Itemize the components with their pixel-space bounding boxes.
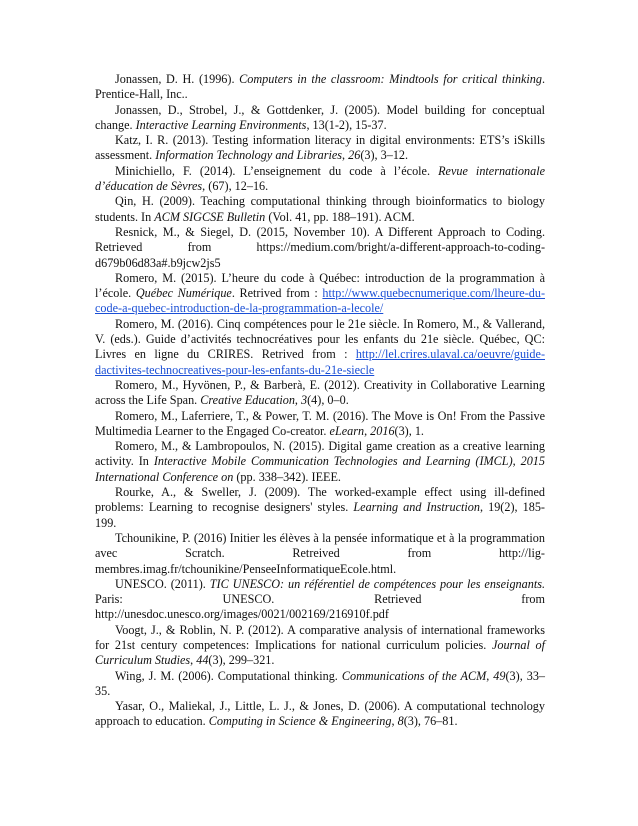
reference-entry xyxy=(95,271,545,317)
reference-source: Creative Education xyxy=(200,393,295,408)
reference-source: Journal of Curriculum Studies xyxy=(95,637,545,668)
reference-volume: 26 xyxy=(348,148,361,163)
reference-source: Québec Numérique xyxy=(135,286,232,301)
reference-pages: (3), 3–12. xyxy=(360,148,409,163)
reference-authors-title: Yasar, O., Maliekal, J., Little, L. J., & Jones, D. (2006). A computational technology approach to education. xyxy=(95,699,545,729)
reference-link[interactable]: http://www.quebecnumerique.com/lheure-du-code-a-quebec-introduction-de-la-programmation-a-lecole/ xyxy=(95,286,545,316)
reference-entry xyxy=(95,103,545,134)
reference-pages: (4), 0–0. xyxy=(307,393,349,408)
reference-entry xyxy=(95,164,545,195)
reference-publisher: . Prentice-Hall, Inc.. xyxy=(95,72,545,102)
reference-entry xyxy=(95,485,545,531)
reference-source: Revue internationale d’éducation de Sèvres xyxy=(95,163,545,194)
reference-pages: (3), 33–35. xyxy=(95,668,546,698)
reference-authors-title: Romero, M. (2015). L’heure du code à Québec: introduction de la programmation à l’école. xyxy=(95,270,545,301)
reference-title: TIC UNESCO: un référentiel de compétences pour les enseignants. xyxy=(209,576,545,591)
reference-authors-title: Wing, J. M. (2006). Computational thinking. xyxy=(115,668,342,683)
reference-authors-title: Romero, M., Laferriere, T., & Power, T. M. (2016). The Move is On! From the Passive Multimedia Learner to the Engaged Co-creator. xyxy=(95,408,545,438)
reference-pages: (3), 299–321. xyxy=(208,653,275,668)
reference-source: Computing in Science & Engineering xyxy=(208,714,392,729)
reference-entry: Wing, J. M. (2006). Computational thinking. Communications of the ACM, 49(3), 33–35. xyxy=(95,668,546,698)
reference-pages: , 19(2), 185-199. xyxy=(95,500,545,530)
reference-authors-title: Jonassen, D., Strobel, J., & Gottdenker, J. (2005). Model building for conceptual change. xyxy=(95,102,545,132)
reference-link[interactable]: http://lel.crires.ulaval.ca/oeuvre/guide-dactivites-technocreatives-pour-les-enfants-du-21e-siecle xyxy=(95,347,545,377)
reference-volume: 2016 xyxy=(370,423,395,438)
reference-volume: 3 xyxy=(301,393,308,408)
reference-entry xyxy=(95,577,545,623)
reference-pages: (3), 1. xyxy=(394,423,424,438)
reference-authors-title: Qin, H. (2009). Teaching computational thinking through bioinformatics to biology students. In xyxy=(95,194,545,224)
reference-source: Communications of the ACM xyxy=(341,668,487,683)
reference-list xyxy=(95,72,545,730)
reference-pages: (pp. 338–342). IEEE. xyxy=(233,469,341,484)
reference-entry xyxy=(95,317,545,378)
reference-authors-title: Romero, M., Hyvönen, P., & Barberà, E. (2012). Creativity in Collaborative Learning across the Life Span. xyxy=(95,377,545,408)
reference-source: Interactive Mobile Communication Technologies and Learning (IMCL), 2015 International Conference on xyxy=(95,454,545,484)
reference-pages: , (67), 12–16. xyxy=(202,179,269,194)
reference-authors-title: Minichiello, F. (2014). L’enseignement du code à l’école. xyxy=(115,163,439,178)
reference-entry: Katz, I. R. (2013). Testing information literacy in digital environments: ETS’s iSkills assessment. Information Technology and Libraries, 26(3), 3–12. xyxy=(95,133,545,163)
reference-pages: , 13(1-2), 15-37. xyxy=(306,117,387,132)
reference-entry: Resnick, M., & Siegel, D. (2015, November 10). A Different Approach to Coding. Retrieved from https://medium.com/bright/a-different-approach-to-coding-d679b06d83a#.b9jcw2js5 xyxy=(95,224,545,270)
reference-pages: (3), 76–81. xyxy=(403,714,458,729)
reference-entry xyxy=(95,72,545,103)
reference-authors-title: Rourke, A., & Sweller, J. (2009). The worked-example effect using ill-defined problems: Learning to recognise designers' styles. xyxy=(95,485,545,515)
reference-source: Learning and Instruction xyxy=(353,500,480,515)
reference-retrieved: Paris: UNESCO. Retrieved from http://unesdoc.unesco.org/images/0021/002169/216910f.pdf xyxy=(95,592,545,622)
reference-authors-title: Katz, I. R. (2013). Testing information literacy in digital environments: ETS’s iSkills assessment. xyxy=(95,133,545,163)
reference-entry xyxy=(95,439,545,485)
reference-entry: Tchounikine, P. (2016) Initier les élèves à la pensée informatique et à la programmation avec Scratch. Retreived from http://lig-membres.imag.fr/tchounikine/PenseeInformatiqueEcole.html. xyxy=(95,530,545,576)
reference-authors-title: Romero, M., & Lambropoulos, N. (2015). Digital game creation as a creative learning activity. In xyxy=(95,439,545,469)
reference-entry xyxy=(95,194,545,225)
reference-pages: (Vol. 41, pp. 188–191). ACM. xyxy=(265,209,415,224)
reference-authors-year: UNESCO. (2011). xyxy=(115,576,210,591)
reference-volume: 49 xyxy=(493,668,506,683)
reference-entry: Yasar, O., Maliekal, J., Little, L. J., & Jones, D. (2006). A computational technology approach to education. Computing in Science & Engineering, 8(3), 76–81. xyxy=(95,699,545,729)
reference-title: Computers in the classroom: Mindtools for critical thinking xyxy=(239,72,542,86)
reference-authors-title: Voogt, J., & Roblin, N. P. (2012). A comparative analysis of international frameworks for 21st century competences: Implications for national curriculum policies. xyxy=(95,622,545,652)
reference-volume: 44 xyxy=(196,653,209,668)
reference-source: Interactive Learning Environments xyxy=(135,117,307,132)
reference-entry: Romero, M., Hyvönen, P., & Barberà, E. (2012). Creativity in Collaborative Learning across the Life Span. Creative Education, 3(4), 0–0. xyxy=(95,377,545,408)
reference-authors-year: Jonassen, D. H. (1996). xyxy=(115,72,240,86)
reference-entry: Romero, M., Laferriere, T., & Power, T. M. (2016). The Move is On! From the Passive Multimedia Learner to the Engaged Co-creator. eLearn, 2016(3), 1. xyxy=(95,408,545,438)
reference-source: ACM SIGCSE Bulletin xyxy=(154,209,266,224)
reference-entry: Voogt, J., & Roblin, N. P. (2012). A comparative analysis of international frameworks for 21st century competences: Implications for national curriculum policies. Journal of Curriculum Studies, 44(3), 299–321. xyxy=(95,622,545,668)
reference-retrieved: . Retrived from : xyxy=(231,286,323,301)
reference-volume: 8 xyxy=(397,714,404,729)
reference-source: eLearn xyxy=(329,423,365,438)
reference-source: Information Technology and Libraries xyxy=(155,148,343,163)
reference-authors-title: Romero, M. (2016). Cinq compétences pour le 21e siècle. In Romero, M., & Vallerand, V. (eds.). Guide d’activités technocréatives pour les enfants du 21e siècle. Québec, QC: Livres en ligne du CRIRES. Retrived from : xyxy=(95,316,545,362)
